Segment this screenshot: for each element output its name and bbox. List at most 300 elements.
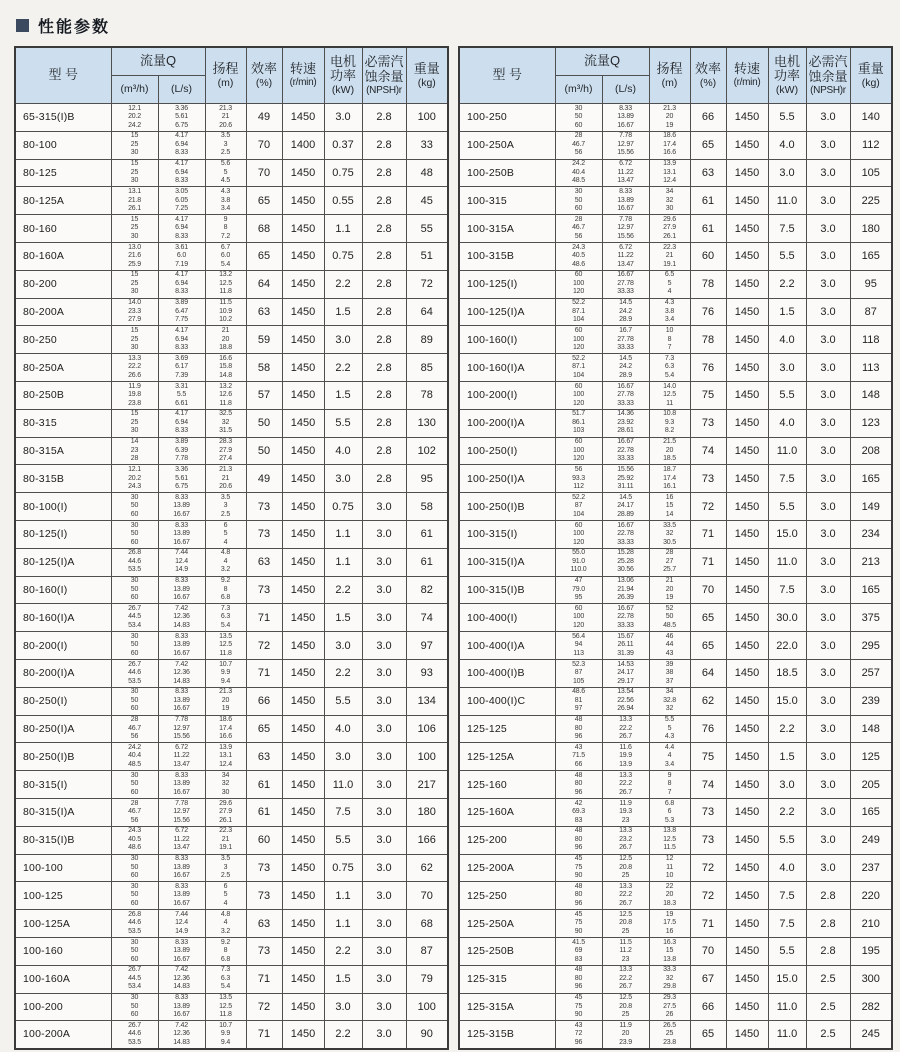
title-bullet-icon bbox=[16, 19, 29, 32]
table-row bbox=[15, 187, 448, 215]
power-cell: 1.1 bbox=[324, 548, 362, 576]
flow-m3h-cell: 24.2 40.4 48.5 bbox=[111, 743, 158, 771]
model-cell: 80-160A bbox=[15, 242, 111, 270]
model-cell: 80-315(I)B bbox=[15, 826, 111, 854]
npsh-cell: 3.0 bbox=[806, 493, 850, 521]
flow-ls-cell: 8.33 13.89 16.67 bbox=[158, 493, 205, 521]
power-cell: 1.1 bbox=[324, 215, 362, 243]
speed-cell: 1450 bbox=[282, 409, 324, 437]
head-cell: 21.3 20 19 bbox=[205, 687, 246, 715]
table-row bbox=[15, 687, 448, 715]
flow-ls-cell: 13.3 22.2 26.7 bbox=[602, 882, 649, 910]
efficiency-cell: 63 bbox=[246, 910, 282, 938]
speed-cell: 1450 bbox=[726, 215, 768, 243]
efficiency-cell: 65 bbox=[246, 715, 282, 743]
head-cell: 9 8 7 bbox=[649, 771, 690, 799]
flow-m3h-cell: 15 25 30 bbox=[111, 131, 158, 159]
table-row bbox=[15, 270, 448, 298]
efficiency-cell: 68 bbox=[246, 215, 282, 243]
weight-cell: 82 bbox=[406, 576, 448, 604]
speed-cell: 1450 bbox=[282, 743, 324, 771]
model-cell: 125-315 bbox=[459, 965, 555, 993]
flow-m3h-cell: 30 50 60 bbox=[555, 104, 602, 132]
weight-cell: 245 bbox=[850, 1021, 892, 1049]
model-cell: 100-315 bbox=[459, 187, 555, 215]
speed-cell: 1450 bbox=[282, 632, 324, 660]
flow-ls-cell: 11.6 19.9 13.9 bbox=[602, 743, 649, 771]
model-cell: 80-250(I)B bbox=[15, 743, 111, 771]
weight-cell: 149 bbox=[850, 493, 892, 521]
head-cell: 22.3 21 19.1 bbox=[649, 242, 690, 270]
table-row bbox=[459, 576, 892, 604]
head-cell: 22.3 21 19.1 bbox=[205, 826, 246, 854]
head-cell: 4.4 4 3.4 bbox=[649, 743, 690, 771]
flow-m3h-cell: 12.1 20.2 24.3 bbox=[111, 465, 158, 493]
efficiency-cell: 63 bbox=[246, 548, 282, 576]
table-row bbox=[15, 604, 448, 632]
flow-ls-cell: 7.78 12.97 15.56 bbox=[602, 215, 649, 243]
power-cell: 5.5 bbox=[324, 826, 362, 854]
weight-cell: 165 bbox=[850, 242, 892, 270]
speed-cell: 1450 bbox=[726, 798, 768, 826]
model-cell: 100-250 bbox=[459, 104, 555, 132]
efficiency-cell: 61 bbox=[246, 771, 282, 799]
efficiency-cell: 62 bbox=[690, 687, 726, 715]
head-cell: 5.5 5 4.3 bbox=[649, 715, 690, 743]
weight-cell: 48 bbox=[406, 159, 448, 187]
flow-m3h-cell: 24.3 40.5 48.6 bbox=[555, 242, 602, 270]
performance-tables bbox=[14, 46, 892, 1050]
speed-cell: 1450 bbox=[282, 104, 324, 132]
efficiency-cell: 71 bbox=[690, 910, 726, 938]
weight-cell: 112 bbox=[850, 131, 892, 159]
speed-cell: 1450 bbox=[282, 354, 324, 382]
flow-ls-cell: 8.33 13.89 16.67 bbox=[158, 771, 205, 799]
table-row bbox=[15, 854, 448, 882]
table-row bbox=[15, 465, 448, 493]
flow-m3h-cell: 52.2 87.1 104 bbox=[555, 354, 602, 382]
speed-cell: 1450 bbox=[282, 937, 324, 965]
npsh-cell: 3.0 bbox=[806, 520, 850, 548]
head-cell: 6.8 6 5.3 bbox=[649, 798, 690, 826]
flow-ls-cell: 13.3 22.2 26.7 bbox=[602, 715, 649, 743]
flow-ls-cell: 14.5 24.2 28.9 bbox=[602, 298, 649, 326]
npsh-cell: 2.8 bbox=[362, 298, 406, 326]
head-cell: 29.6 27.9 26.1 bbox=[205, 798, 246, 826]
col-model: 型 号 bbox=[459, 47, 555, 104]
power-cell: 3.0 bbox=[324, 993, 362, 1021]
weight-cell: 195 bbox=[850, 937, 892, 965]
col-power: 电机 功率 (kW) bbox=[768, 47, 806, 104]
efficiency-cell: 72 bbox=[690, 493, 726, 521]
weight-cell: 213 bbox=[850, 548, 892, 576]
npsh-cell: 2.8 bbox=[806, 937, 850, 965]
weight-cell: 148 bbox=[850, 715, 892, 743]
page-title: 性能参数 bbox=[38, 18, 111, 36]
table-row bbox=[459, 159, 892, 187]
flow-ls-cell: 6.72 11.22 13.47 bbox=[158, 743, 205, 771]
speed-cell: 1450 bbox=[282, 993, 324, 1021]
npsh-cell: 2.8 bbox=[362, 354, 406, 382]
table-row bbox=[459, 131, 892, 159]
model-cell: 100-400(I)C bbox=[459, 687, 555, 715]
power-cell: 7.5 bbox=[768, 882, 806, 910]
power-cell: 0.75 bbox=[324, 159, 362, 187]
speed-cell: 1450 bbox=[726, 548, 768, 576]
efficiency-cell: 70 bbox=[690, 937, 726, 965]
model-cell: 125-200 bbox=[459, 826, 555, 854]
model-cell: 100-250(I)B bbox=[459, 493, 555, 521]
power-cell: 5.5 bbox=[768, 493, 806, 521]
power-cell: 11.0 bbox=[768, 548, 806, 576]
model-cell: 100-125(I) bbox=[459, 270, 555, 298]
model-cell: 100-200(I)A bbox=[459, 409, 555, 437]
table-row bbox=[459, 215, 892, 243]
model-cell: 100-125 bbox=[15, 882, 111, 910]
flow-m3h-cell: 30 50 60 bbox=[111, 854, 158, 882]
head-cell: 18.7 17.4 16.1 bbox=[649, 465, 690, 493]
flow-m3h-cell: 52.2 87 104 bbox=[555, 493, 602, 521]
speed-cell: 1450 bbox=[726, 576, 768, 604]
efficiency-cell: 66 bbox=[246, 687, 282, 715]
power-cell: 11.0 bbox=[768, 187, 806, 215]
power-cell: 1.5 bbox=[324, 965, 362, 993]
table-row bbox=[459, 659, 892, 687]
npsh-cell: 2.8 bbox=[806, 882, 850, 910]
head-cell: 7.3 6.3 5.4 bbox=[205, 965, 246, 993]
flow-ls-cell: 14.53 24.17 29.17 bbox=[602, 659, 649, 687]
speed-cell: 1450 bbox=[726, 270, 768, 298]
weight-cell: 106 bbox=[406, 715, 448, 743]
npsh-cell: 3.0 bbox=[806, 104, 850, 132]
flow-ls-cell: 4.17 6.94 8.33 bbox=[158, 159, 205, 187]
efficiency-cell: 74 bbox=[690, 437, 726, 465]
power-cell: 4.0 bbox=[768, 854, 806, 882]
col-efficiency: 效率 (%) bbox=[690, 47, 726, 104]
speed-cell: 1450 bbox=[726, 937, 768, 965]
flow-m3h-cell: 30 50 60 bbox=[111, 632, 158, 660]
power-cell: 7.5 bbox=[768, 576, 806, 604]
efficiency-cell: 67 bbox=[690, 965, 726, 993]
flow-m3h-cell: 30 50 60 bbox=[111, 882, 158, 910]
npsh-cell: 3.0 bbox=[362, 826, 406, 854]
flow-ls-cell: 8.33 13.89 16.67 bbox=[602, 104, 649, 132]
flow-ls-cell: 8.33 13.89 16.67 bbox=[158, 993, 205, 1021]
weight-cell: 70 bbox=[406, 882, 448, 910]
efficiency-cell: 76 bbox=[690, 715, 726, 743]
head-cell: 7.3 6.3 5.4 bbox=[649, 354, 690, 382]
col-flow-ls: (L/s) bbox=[602, 76, 649, 104]
model-cell: 100-250(I) bbox=[459, 437, 555, 465]
weight-cell: 166 bbox=[406, 826, 448, 854]
npsh-cell: 3.0 bbox=[362, 659, 406, 687]
npsh-cell: 3.0 bbox=[806, 604, 850, 632]
flow-ls-cell: 3.05 6.05 7.25 bbox=[158, 187, 205, 215]
performance-table-right bbox=[458, 46, 893, 1050]
flow-m3h-cell: 45 75 90 bbox=[555, 854, 602, 882]
flow-ls-cell: 13.06 21.94 26.39 bbox=[602, 576, 649, 604]
efficiency-cell: 73 bbox=[690, 409, 726, 437]
table-row bbox=[15, 910, 448, 938]
col-weight: 重量 (kg) bbox=[850, 47, 892, 104]
power-cell: 1.5 bbox=[324, 381, 362, 409]
weight-cell: 134 bbox=[406, 687, 448, 715]
table-row bbox=[15, 659, 448, 687]
table-row bbox=[15, 771, 448, 799]
power-cell: 4.0 bbox=[768, 131, 806, 159]
flow-ls-cell: 8.33 13.89 16.67 bbox=[158, 854, 205, 882]
flow-ls-cell: 7.42 12.36 14.83 bbox=[158, 659, 205, 687]
head-cell: 22 20 18.3 bbox=[649, 882, 690, 910]
npsh-cell: 3.0 bbox=[362, 687, 406, 715]
flow-m3h-cell: 30 50 60 bbox=[111, 937, 158, 965]
weight-cell: 100 bbox=[406, 993, 448, 1021]
weight-cell: 62 bbox=[406, 854, 448, 882]
power-cell: 4.0 bbox=[324, 715, 362, 743]
head-cell: 52 50 48.5 bbox=[649, 604, 690, 632]
weight-cell: 74 bbox=[406, 604, 448, 632]
flow-m3h-cell: 48.6 81 97 bbox=[555, 687, 602, 715]
head-cell: 13.2 12.5 11.8 bbox=[205, 270, 246, 298]
table-row bbox=[459, 465, 892, 493]
flow-m3h-cell: 14.0 23.3 27.9 bbox=[111, 298, 158, 326]
head-cell: 10.7 9.9 9.4 bbox=[205, 1021, 246, 1049]
flow-m3h-cell: 30 50 60 bbox=[111, 493, 158, 521]
efficiency-cell: 78 bbox=[690, 270, 726, 298]
head-cell: 21.3 20 19 bbox=[649, 104, 690, 132]
speed-cell: 1450 bbox=[282, 520, 324, 548]
efficiency-cell: 61 bbox=[690, 187, 726, 215]
model-cell: 100-200A bbox=[15, 1021, 111, 1049]
speed-cell: 1450 bbox=[726, 437, 768, 465]
head-cell: 10.7 9.9 9.4 bbox=[205, 659, 246, 687]
efficiency-cell: 59 bbox=[246, 326, 282, 354]
efficiency-cell: 65 bbox=[690, 131, 726, 159]
model-cell: 80-125(I) bbox=[15, 520, 111, 548]
speed-cell: 1450 bbox=[726, 187, 768, 215]
efficiency-cell: 64 bbox=[690, 659, 726, 687]
table-row bbox=[459, 270, 892, 298]
head-cell: 4.8 4 3.2 bbox=[205, 910, 246, 938]
flow-ls-cell: 8.33 13.89 16.67 bbox=[158, 520, 205, 548]
efficiency-cell: 49 bbox=[246, 104, 282, 132]
flow-ls-cell: 16.67 27.78 33.33 bbox=[602, 381, 649, 409]
head-cell: 33.5 32 30.5 bbox=[649, 520, 690, 548]
head-cell: 10.8 9.3 8.2 bbox=[649, 409, 690, 437]
efficiency-cell: 72 bbox=[246, 993, 282, 1021]
efficiency-cell: 66 bbox=[690, 993, 726, 1021]
flow-m3h-cell: 14 23 28 bbox=[111, 437, 158, 465]
speed-cell: 1450 bbox=[282, 965, 324, 993]
npsh-cell: 2.8 bbox=[362, 270, 406, 298]
col-power: 电机 功率 (kW) bbox=[324, 47, 362, 104]
speed-cell: 1450 bbox=[726, 104, 768, 132]
weight-cell: 300 bbox=[850, 965, 892, 993]
flow-m3h-cell: 60 100 120 bbox=[555, 326, 602, 354]
power-cell: 4.0 bbox=[768, 326, 806, 354]
weight-cell: 217 bbox=[406, 771, 448, 799]
npsh-cell: 3.0 bbox=[806, 326, 850, 354]
head-cell: 14.0 12.5 11 bbox=[649, 381, 690, 409]
table-row bbox=[15, 798, 448, 826]
speed-cell: 1450 bbox=[282, 1021, 324, 1049]
head-cell: 9 8 7.2 bbox=[205, 215, 246, 243]
table-row bbox=[459, 354, 892, 382]
power-cell: 2.2 bbox=[324, 937, 362, 965]
model-cell: 125-160 bbox=[459, 771, 555, 799]
head-cell: 34 32 30 bbox=[649, 187, 690, 215]
speed-cell: 1450 bbox=[282, 604, 324, 632]
table-row bbox=[15, 159, 448, 187]
power-cell: 3.0 bbox=[768, 159, 806, 187]
efficiency-cell: 63 bbox=[690, 159, 726, 187]
flow-m3h-cell: 13.0 21.6 25.9 bbox=[111, 242, 158, 270]
efficiency-cell: 72 bbox=[690, 882, 726, 910]
flow-m3h-cell: 15 25 30 bbox=[111, 326, 158, 354]
model-cell: 125-125 bbox=[459, 715, 555, 743]
speed-cell: 1450 bbox=[726, 242, 768, 270]
head-cell: 13.2 12.6 11.8 bbox=[205, 381, 246, 409]
model-cell: 100-315A bbox=[459, 215, 555, 243]
flow-ls-cell: 4.17 6.94 8.33 bbox=[158, 270, 205, 298]
efficiency-cell: 61 bbox=[690, 215, 726, 243]
table-body-right bbox=[459, 104, 892, 1049]
col-head: 扬程 (m) bbox=[205, 47, 246, 104]
speed-cell: 1450 bbox=[282, 910, 324, 938]
col-speed: 转速 (r/min) bbox=[282, 47, 324, 104]
flow-m3h-cell: 28 46.7 56 bbox=[555, 131, 602, 159]
npsh-cell: 3.0 bbox=[806, 687, 850, 715]
head-cell: 28 27 25.7 bbox=[649, 548, 690, 576]
flow-ls-cell: 13.3 23.2 26.7 bbox=[602, 826, 649, 854]
npsh-cell: 3.0 bbox=[806, 715, 850, 743]
col-speed: 转速 (r/min) bbox=[726, 47, 768, 104]
table-row bbox=[15, 381, 448, 409]
flow-ls-cell: 7.42 12.36 14.83 bbox=[158, 965, 205, 993]
table-row bbox=[459, 715, 892, 743]
npsh-cell: 3.0 bbox=[806, 354, 850, 382]
npsh-cell: 3.0 bbox=[362, 910, 406, 938]
flow-ls-cell: 8.33 13.89 16.67 bbox=[158, 937, 205, 965]
power-cell: 15.0 bbox=[768, 687, 806, 715]
weight-cell: 102 bbox=[406, 437, 448, 465]
flow-ls-cell: 16.67 27.78 33.33 bbox=[602, 270, 649, 298]
efficiency-cell: 50 bbox=[246, 409, 282, 437]
npsh-cell: 3.0 bbox=[362, 576, 406, 604]
npsh-cell: 2.5 bbox=[806, 993, 850, 1021]
flow-m3h-cell: 13.3 22.2 26.6 bbox=[111, 354, 158, 382]
npsh-cell: 3.0 bbox=[362, 965, 406, 993]
flow-ls-cell: 15.67 26.11 31.39 bbox=[602, 632, 649, 660]
npsh-cell: 2.8 bbox=[362, 437, 406, 465]
model-cell: 100-125(I)A bbox=[459, 298, 555, 326]
flow-ls-cell: 12.5 20.8 25 bbox=[602, 993, 649, 1021]
model-cell: 80-250(I)A bbox=[15, 715, 111, 743]
power-cell: 1.5 bbox=[768, 743, 806, 771]
model-cell: 80-100(I) bbox=[15, 493, 111, 521]
head-cell: 21 20 18.8 bbox=[205, 326, 246, 354]
weight-cell: 130 bbox=[406, 409, 448, 437]
flow-ls-cell: 11.9 20 23.9 bbox=[602, 1021, 649, 1049]
model-cell: 125-250 bbox=[459, 882, 555, 910]
flow-m3h-cell: 42 69.3 83 bbox=[555, 798, 602, 826]
flow-ls-cell: 8.33 13.89 16.67 bbox=[158, 882, 205, 910]
flow-m3h-cell: 60 100 120 bbox=[555, 381, 602, 409]
table-row bbox=[459, 743, 892, 771]
efficiency-cell: 72 bbox=[246, 632, 282, 660]
table-row bbox=[459, 548, 892, 576]
power-cell: 5.5 bbox=[768, 104, 806, 132]
model-cell: 80-250B bbox=[15, 381, 111, 409]
weight-cell: 140 bbox=[850, 104, 892, 132]
table-row bbox=[15, 215, 448, 243]
efficiency-cell: 75 bbox=[690, 743, 726, 771]
efficiency-cell: 73 bbox=[246, 937, 282, 965]
speed-cell: 1450 bbox=[726, 409, 768, 437]
efficiency-cell: 63 bbox=[246, 743, 282, 771]
model-cell: 100-200(I) bbox=[459, 381, 555, 409]
speed-cell: 1450 bbox=[282, 298, 324, 326]
flow-m3h-cell: 13.1 21.8 26.1 bbox=[111, 187, 158, 215]
power-cell: 1.1 bbox=[324, 520, 362, 548]
npsh-cell: 3.0 bbox=[806, 298, 850, 326]
model-cell: 80-250A bbox=[15, 354, 111, 382]
head-cell: 33.3 32 29.8 bbox=[649, 965, 690, 993]
model-cell: 80-100 bbox=[15, 131, 111, 159]
head-cell: 10 8 7 bbox=[649, 326, 690, 354]
flow-m3h-cell: 45 75 90 bbox=[555, 910, 602, 938]
head-cell: 13.9 13.1 12.4 bbox=[649, 159, 690, 187]
npsh-cell: 3.0 bbox=[806, 576, 850, 604]
npsh-cell: 2.8 bbox=[362, 131, 406, 159]
flow-m3h-cell: 30 50 60 bbox=[111, 993, 158, 1021]
power-cell: 1.5 bbox=[324, 298, 362, 326]
flow-m3h-cell: 30 50 60 bbox=[111, 576, 158, 604]
head-cell: 3.5 3 2.5 bbox=[205, 493, 246, 521]
flow-ls-cell: 3.89 6.47 7.75 bbox=[158, 298, 205, 326]
model-cell: 100-160A bbox=[15, 965, 111, 993]
head-cell: 16.3 15 13.8 bbox=[649, 937, 690, 965]
flow-ls-cell: 14.36 23.92 28.61 bbox=[602, 409, 649, 437]
flow-ls-cell: 7.78 12.97 15.56 bbox=[602, 131, 649, 159]
npsh-cell: 3.0 bbox=[362, 493, 406, 521]
head-cell: 28.3 27.9 27.4 bbox=[205, 437, 246, 465]
table-row bbox=[15, 576, 448, 604]
col-flow-ls: (L/s) bbox=[158, 76, 205, 104]
power-cell: 7.5 bbox=[768, 910, 806, 938]
weight-cell: 148 bbox=[850, 381, 892, 409]
npsh-cell: 3.0 bbox=[362, 1021, 406, 1049]
head-cell: 26.5 25 23.8 bbox=[649, 1021, 690, 1049]
speed-cell: 1450 bbox=[726, 910, 768, 938]
flow-ls-cell: 16.7 27.78 33.33 bbox=[602, 326, 649, 354]
flow-m3h-cell: 15 25 30 bbox=[111, 270, 158, 298]
weight-cell: 68 bbox=[406, 910, 448, 938]
npsh-cell: 3.0 bbox=[362, 854, 406, 882]
power-cell: 2.2 bbox=[768, 270, 806, 298]
speed-cell: 1450 bbox=[726, 465, 768, 493]
weight-cell: 165 bbox=[850, 798, 892, 826]
flow-m3h-cell: 56.4 94 113 bbox=[555, 632, 602, 660]
col-flow-m3h: (m³/h) bbox=[555, 76, 602, 104]
weight-cell: 51 bbox=[406, 242, 448, 270]
power-cell: 18.5 bbox=[768, 659, 806, 687]
table-header bbox=[459, 47, 892, 104]
head-cell: 12 11 10 bbox=[649, 854, 690, 882]
model-cell: 100-125A bbox=[15, 910, 111, 938]
speed-cell: 1450 bbox=[282, 548, 324, 576]
table-row bbox=[15, 965, 448, 993]
